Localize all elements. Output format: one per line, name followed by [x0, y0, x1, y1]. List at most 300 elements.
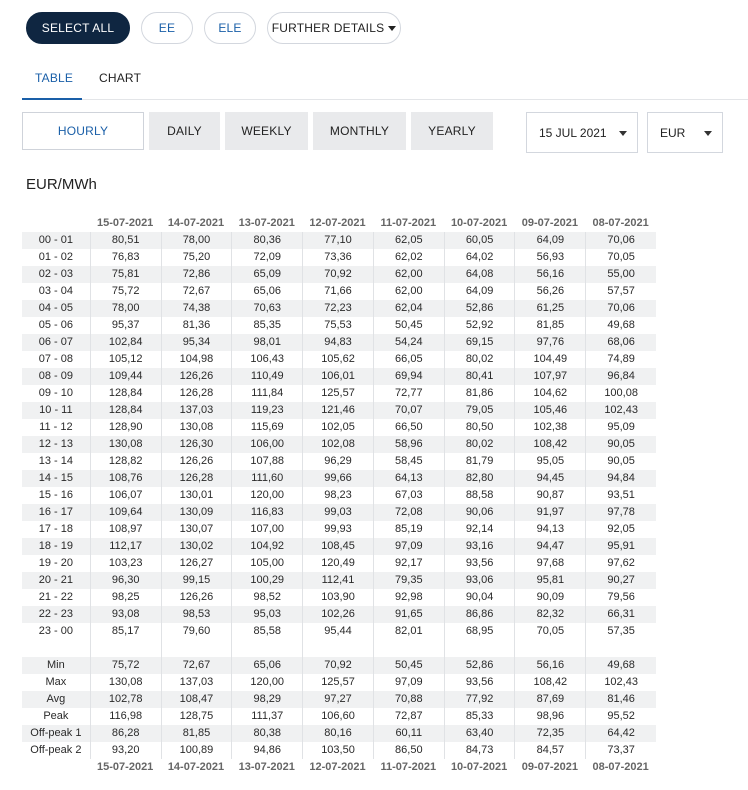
- price-cell: 104,49: [514, 351, 585, 368]
- price-cell: 94,45: [514, 470, 585, 487]
- price-cell: 103,90: [302, 589, 373, 606]
- table-row: [22, 419, 656, 436]
- price-cell: 100,29: [231, 572, 302, 589]
- stat-cell: 108,42: [514, 674, 585, 691]
- period-selector: [22, 112, 493, 150]
- price-cell: 130,07: [161, 521, 232, 538]
- price-cell: 106,07: [90, 487, 161, 504]
- stat-cell: 94,86: [231, 742, 302, 759]
- stat-cell: 128,75: [161, 708, 232, 725]
- caret-down-icon: [388, 26, 396, 31]
- view-tabs: [22, 62, 748, 100]
- table-row: [22, 385, 656, 402]
- stat-cell: 64,42: [585, 725, 656, 742]
- price-cell: 104,92: [231, 538, 302, 555]
- price-cell: 73,36: [302, 249, 373, 266]
- table-row: [22, 266, 656, 283]
- price-cell: 85,17: [90, 623, 161, 640]
- hour-label: 07 - 08: [38, 353, 74, 365]
- price-cell: 107,00: [231, 521, 302, 538]
- stat-cell: 60,11: [373, 725, 444, 742]
- price-cell: 93,16: [444, 538, 515, 555]
- spacer-cell: [231, 640, 302, 657]
- table-row: [22, 317, 656, 334]
- stat-cell: 100,89: [161, 742, 232, 759]
- hour-label: 05 - 06: [38, 319, 74, 331]
- column-header-date: 09-07-2021: [521, 761, 578, 773]
- price-cell: 112,41: [302, 572, 373, 589]
- stat-cell: 70,88: [373, 691, 444, 708]
- hour-label: 02 - 03: [38, 268, 74, 280]
- price-cell: 94,83: [302, 334, 373, 351]
- price-cell: 102,08: [302, 436, 373, 453]
- spacer-cell: [90, 640, 161, 657]
- column-header-date: 15-07-2021: [97, 761, 154, 773]
- table-row: [22, 555, 656, 572]
- price-cell: 61,25: [514, 300, 585, 317]
- price-cell: 64,02: [444, 249, 515, 266]
- price-cell: 56,16: [514, 266, 585, 283]
- spacer-cell: [444, 640, 515, 657]
- price-cell: 98,53: [161, 606, 232, 623]
- price-cell: 75,20: [161, 249, 232, 266]
- price-cell: 69,94: [373, 368, 444, 385]
- price-cell: 107,97: [514, 368, 585, 385]
- stats-row: [22, 657, 656, 674]
- stat-cell: 93,56: [444, 674, 515, 691]
- price-cell: 52,86: [444, 300, 515, 317]
- price-cell: 90,04: [444, 589, 515, 606]
- price-cell: 79,05: [444, 402, 515, 419]
- price-cell: 126,27: [161, 555, 232, 572]
- table-row: [22, 402, 656, 419]
- date-dropdown[interactable]: [526, 112, 638, 153]
- column-header-date: 11-07-2021: [380, 217, 437, 229]
- chevron-down-icon: [704, 131, 712, 136]
- price-cell: 72,77: [373, 385, 444, 402]
- stat-cell: 97,09: [373, 674, 444, 691]
- hour-label: 21 - 22: [38, 591, 74, 603]
- price-cell: 105,46: [514, 402, 585, 419]
- stats-row: [22, 708, 656, 725]
- price-cell: 64,09: [444, 283, 515, 300]
- stat-cell: 70,92: [302, 657, 373, 674]
- price-cell: 104,62: [514, 385, 585, 402]
- price-cell: 62,05: [373, 232, 444, 249]
- hour-label: 17 - 18: [38, 523, 74, 535]
- price-cell: 85,19: [373, 521, 444, 538]
- stat-cell: 65,06: [231, 657, 302, 674]
- price-cell: 96,30: [90, 572, 161, 589]
- stat-cell: 75,72: [90, 657, 161, 674]
- stat-cell: 106,60: [302, 708, 373, 725]
- price-cell: 56,93: [514, 249, 585, 266]
- stats-row: [22, 691, 656, 708]
- stats-row: [22, 742, 656, 759]
- price-cell: 90,87: [514, 487, 585, 504]
- stat-cell: 72,67: [161, 657, 232, 674]
- price-cell: 108,97: [90, 521, 161, 538]
- stat-cell: 120,00: [231, 674, 302, 691]
- stat-cell: 102,78: [90, 691, 161, 708]
- price-cell: 98,25: [90, 589, 161, 606]
- hour-label: 19 - 20: [38, 557, 74, 569]
- price-cell: 112,17: [90, 538, 161, 555]
- stat-cell: 103,50: [302, 742, 373, 759]
- price-cell: 126,30: [161, 436, 232, 453]
- price-cell: 102,26: [302, 606, 373, 623]
- hour-label: 18 - 19: [38, 540, 74, 552]
- price-cell: 102,84: [90, 334, 161, 351]
- price-cell: 70,07: [373, 402, 444, 419]
- column-header-date: 13-07-2021: [238, 761, 295, 773]
- stat-cell: 125,57: [302, 674, 373, 691]
- table-row: [22, 623, 656, 640]
- price-cell: 75,72: [90, 283, 161, 300]
- table-row: [22, 368, 656, 385]
- price-cell: 93,56: [444, 555, 515, 572]
- hour-label: 01 - 02: [38, 251, 74, 263]
- price-cell: 93,08: [90, 606, 161, 623]
- price-cell: 92,98: [373, 589, 444, 606]
- active-tab-indicator: [22, 98, 82, 100]
- stat-cell: 84,73: [444, 742, 515, 759]
- price-cell: 71,66: [302, 283, 373, 300]
- price-cell: 80,02: [444, 436, 515, 453]
- stat-cell: 73,37: [585, 742, 656, 759]
- price-cell: 77,10: [302, 232, 373, 249]
- price-cell: 79,35: [373, 572, 444, 589]
- table-row: [22, 334, 656, 351]
- column-header-date: 11-07-2021: [380, 761, 437, 773]
- hourly-button[interactable]: HOURLY: [22, 112, 144, 150]
- stat-cell: 52,86: [444, 657, 515, 674]
- stat-cell: 86,28: [90, 725, 161, 742]
- price-cell: 72,08: [373, 504, 444, 521]
- table-header-top: [22, 215, 656, 232]
- price-cell: 99,93: [302, 521, 373, 538]
- price-cell: 90,05: [585, 436, 656, 453]
- price-cell: 98,23: [302, 487, 373, 504]
- price-cell: 66,50: [373, 419, 444, 436]
- price-cell: 82,32: [514, 606, 585, 623]
- column-header-date: 09-07-2021: [521, 217, 578, 229]
- price-cell: 128,84: [90, 402, 161, 419]
- column-header-date: 12-07-2021: [309, 217, 366, 229]
- hour-label: 10 - 11: [39, 404, 73, 416]
- hour-label: 08 - 09: [38, 370, 74, 382]
- stat-cell: 111,37: [231, 708, 302, 725]
- price-cell: 70,05: [514, 623, 585, 640]
- stat-cell: 50,45: [373, 657, 444, 674]
- price-cell: 70,06: [585, 300, 656, 317]
- price-cell: 79,56: [585, 589, 656, 606]
- price-cell: 106,00: [231, 436, 302, 453]
- price-cell: 126,26: [161, 368, 232, 385]
- price-cell: 67,03: [373, 487, 444, 504]
- price-cell: 81,79: [444, 453, 515, 470]
- price-cell: 93,06: [444, 572, 515, 589]
- price-cell: 75,53: [302, 317, 373, 334]
- spacer-cell: [373, 640, 444, 657]
- stat-label: Off-peak 1: [30, 727, 82, 739]
- column-header-date: 12-07-2021: [309, 761, 366, 773]
- table-row: [22, 249, 656, 266]
- yearly-button[interactable]: YEARLY: [411, 112, 493, 150]
- price-cell: 58,45: [373, 453, 444, 470]
- tab-chart[interactable]: CHART: [99, 71, 142, 85]
- price-cell: 81,85: [514, 317, 585, 334]
- price-cell: 79,60: [161, 623, 232, 640]
- price-cell: 70,05: [585, 249, 656, 266]
- stat-cell: 95,52: [585, 708, 656, 725]
- column-header-date: 14-07-2021: [167, 761, 225, 773]
- select-all-button[interactable]: SELECT ALL: [26, 12, 130, 44]
- price-cell: 95,81: [514, 572, 585, 589]
- price-cell: 97,76: [514, 334, 585, 351]
- stat-cell: 77,92: [444, 691, 515, 708]
- price-cell: 94,47: [514, 538, 585, 555]
- price-cell: 96,84: [585, 368, 656, 385]
- header-label-cell: [22, 215, 90, 232]
- stat-cell: 63,40: [444, 725, 515, 742]
- spacer-cell: [161, 640, 232, 657]
- weekly-button[interactable]: WEEKLY: [225, 112, 308, 150]
- price-cell: 97,68: [514, 555, 585, 572]
- hour-label: 16 - 17: [38, 506, 74, 518]
- table-spacer: [22, 640, 656, 657]
- price-cell: 120,49: [302, 555, 373, 572]
- column-header-date: 08-07-2021: [592, 761, 649, 773]
- stats-row: [22, 725, 656, 742]
- price-cell: 106,01: [302, 368, 373, 385]
- table-row: [22, 572, 656, 589]
- hour-label: 06 - 07: [38, 336, 74, 348]
- spacer-cell: [302, 640, 373, 657]
- stats-row: [22, 674, 656, 691]
- table-row: [22, 487, 656, 504]
- price-cell: 80,02: [444, 351, 515, 368]
- price-cell: 95,34: [161, 334, 232, 351]
- stat-cell: 102,43: [585, 674, 656, 691]
- price-cell: 93,51: [585, 487, 656, 504]
- price-cell: 104,98: [161, 351, 232, 368]
- price-cell: 60,05: [444, 232, 515, 249]
- table-row: [22, 232, 656, 249]
- price-cell: 57,35: [585, 623, 656, 640]
- price-cell: 68,06: [585, 334, 656, 351]
- column-header-date: 15-07-2021: [97, 217, 154, 229]
- price-cell: 80,50: [444, 419, 515, 436]
- table-row: [22, 283, 656, 300]
- price-cell: 92,17: [373, 555, 444, 572]
- price-cell: 62,00: [373, 283, 444, 300]
- price-cell: 105,00: [231, 555, 302, 572]
- price-cell: 54,24: [373, 334, 444, 351]
- hour-label: 20 - 21: [38, 574, 74, 586]
- price-cell: 108,42: [514, 436, 585, 453]
- price-cell: 105,62: [302, 351, 373, 368]
- hour-label: 11 - 12: [39, 421, 73, 433]
- table-row: [22, 351, 656, 368]
- price-cell: 121,46: [302, 402, 373, 419]
- ee-button[interactable]: EE: [141, 12, 193, 44]
- price-cell: 57,57: [585, 283, 656, 300]
- stat-cell: 80,16: [302, 725, 373, 742]
- stat-cell: 49,68: [585, 657, 656, 674]
- price-cell: 97,78: [585, 504, 656, 521]
- price-cell: 97,09: [373, 538, 444, 555]
- price-cell: 62,02: [373, 249, 444, 266]
- price-cell: 137,03: [161, 402, 232, 419]
- stat-label: Peak: [43, 710, 69, 722]
- price-cell: 109,44: [90, 368, 161, 385]
- daily-button[interactable]: DAILY: [149, 112, 220, 150]
- price-cell: 128,82: [90, 453, 161, 470]
- price-cell: 80,41: [444, 368, 515, 385]
- header-label-cell: [22, 759, 90, 776]
- table-row: [22, 538, 656, 555]
- stat-cell: 81,46: [585, 691, 656, 708]
- price-cell: 94,13: [514, 521, 585, 538]
- stat-cell: 87,69: [514, 691, 585, 708]
- price-cell: 128,90: [90, 419, 161, 436]
- price-cell: 99,15: [161, 572, 232, 589]
- price-cell: 50,45: [373, 317, 444, 334]
- price-cell: 76,83: [90, 249, 161, 266]
- price-cell: 98,52: [231, 589, 302, 606]
- price-cell: 62,00: [373, 266, 444, 283]
- table-row: [22, 589, 656, 606]
- price-cell: 110,49: [231, 368, 302, 385]
- hour-label: 00 - 01: [38, 234, 74, 246]
- price-cell: 102,38: [514, 419, 585, 436]
- price-cell: 56,26: [514, 283, 585, 300]
- hour-label: 13 - 14: [38, 455, 74, 467]
- currency-dropdown[interactable]: [647, 112, 723, 153]
- tab-table[interactable]: TABLE: [35, 71, 74, 85]
- stat-cell: 93,20: [90, 742, 161, 759]
- price-cell: 64,09: [514, 232, 585, 249]
- price-cell: 72,09: [231, 249, 302, 266]
- price-cell: 88,58: [444, 487, 515, 504]
- table-row: [22, 504, 656, 521]
- price-cell: 70,63: [231, 300, 302, 317]
- stat-cell: 56,16: [514, 657, 585, 674]
- price-table: [22, 215, 656, 776]
- price-cell: 80,51: [90, 232, 161, 249]
- price-cell: 108,45: [302, 538, 373, 555]
- price-cell: 95,03: [231, 606, 302, 623]
- price-cell: 82,80: [444, 470, 515, 487]
- price-cell: 91,65: [373, 606, 444, 623]
- hour-label: 14 - 15: [38, 472, 74, 484]
- stat-cell: 81,85: [161, 725, 232, 742]
- stat-label: Max: [45, 676, 67, 688]
- stat-cell: 97,27: [302, 691, 373, 708]
- price-cell: 74,89: [585, 351, 656, 368]
- price-cell: 58,96: [373, 436, 444, 453]
- price-cell: 100,08: [585, 385, 656, 402]
- unit-label: EUR/MWh: [26, 176, 97, 193]
- price-cell: 55,00: [585, 266, 656, 283]
- price-cell: 126,28: [161, 470, 232, 487]
- price-cell: 98,01: [231, 334, 302, 351]
- column-header-date: 13-07-2021: [238, 217, 295, 229]
- price-cell: 90,09: [514, 589, 585, 606]
- price-cell: 126,26: [161, 453, 232, 470]
- price-cell: 75,81: [90, 266, 161, 283]
- column-header-date: 10-07-2021: [450, 761, 508, 773]
- price-cell: 65,09: [231, 266, 302, 283]
- table-row: [22, 606, 656, 623]
- price-cell: 105,12: [90, 351, 161, 368]
- price-cell: 68,95: [444, 623, 515, 640]
- price-cell: 72,67: [161, 283, 232, 300]
- ele-button[interactable]: ELE: [204, 12, 256, 44]
- price-cell: 115,69: [231, 419, 302, 436]
- price-cell: 95,37: [90, 317, 161, 334]
- price-cell: 130,08: [90, 436, 161, 453]
- hour-label: 15 - 16: [38, 489, 74, 501]
- price-cell: 65,06: [231, 283, 302, 300]
- hour-label: 12 - 13: [38, 438, 74, 450]
- price-cell: 90,06: [444, 504, 515, 521]
- price-cell: 85,35: [231, 317, 302, 334]
- price-cell: 95,05: [514, 453, 585, 470]
- stat-cell: 98,96: [514, 708, 585, 725]
- spacer-label: [22, 640, 90, 657]
- stat-label: Min: [47, 659, 65, 671]
- price-cell: 120,00: [231, 487, 302, 504]
- further-details-button[interactable]: [267, 12, 401, 44]
- price-cell: 70,06: [585, 232, 656, 249]
- price-cell: 64,13: [373, 470, 444, 487]
- monthly-button[interactable]: MONTHLY: [313, 112, 406, 150]
- price-cell: 130,01: [161, 487, 232, 504]
- price-cell: 95,91: [585, 538, 656, 555]
- stat-cell: 86,50: [373, 742, 444, 759]
- price-cell: 108,76: [90, 470, 161, 487]
- price-cell: 85,58: [231, 623, 302, 640]
- price-cell: 130,02: [161, 538, 232, 555]
- price-cell: 81,36: [161, 317, 232, 334]
- price-cell: 103,23: [90, 555, 161, 572]
- price-cell: 78,00: [161, 232, 232, 249]
- price-cell: 109,64: [90, 504, 161, 521]
- stat-cell: 80,38: [231, 725, 302, 742]
- price-cell: 64,08: [444, 266, 515, 283]
- price-cell: 99,03: [302, 504, 373, 521]
- price-cell: 97,62: [585, 555, 656, 572]
- price-cell: 91,97: [514, 504, 585, 521]
- price-cell: 130,08: [161, 419, 232, 436]
- hour-label: 04 - 05: [38, 302, 74, 314]
- price-cell: 126,26: [161, 589, 232, 606]
- price-cell: 116,83: [231, 504, 302, 521]
- stat-cell: 108,47: [161, 691, 232, 708]
- spacer-cell: [585, 640, 656, 657]
- table-row: [22, 300, 656, 317]
- price-cell: 70,92: [302, 266, 373, 283]
- market-selector: [26, 12, 401, 44]
- price-cell: 106,43: [231, 351, 302, 368]
- column-header-date: 14-07-2021: [167, 217, 225, 229]
- price-cell: 111,84: [231, 385, 302, 402]
- stat-cell: 72,87: [373, 708, 444, 725]
- price-cell: 95,44: [302, 623, 373, 640]
- price-cell: 86,86: [444, 606, 515, 623]
